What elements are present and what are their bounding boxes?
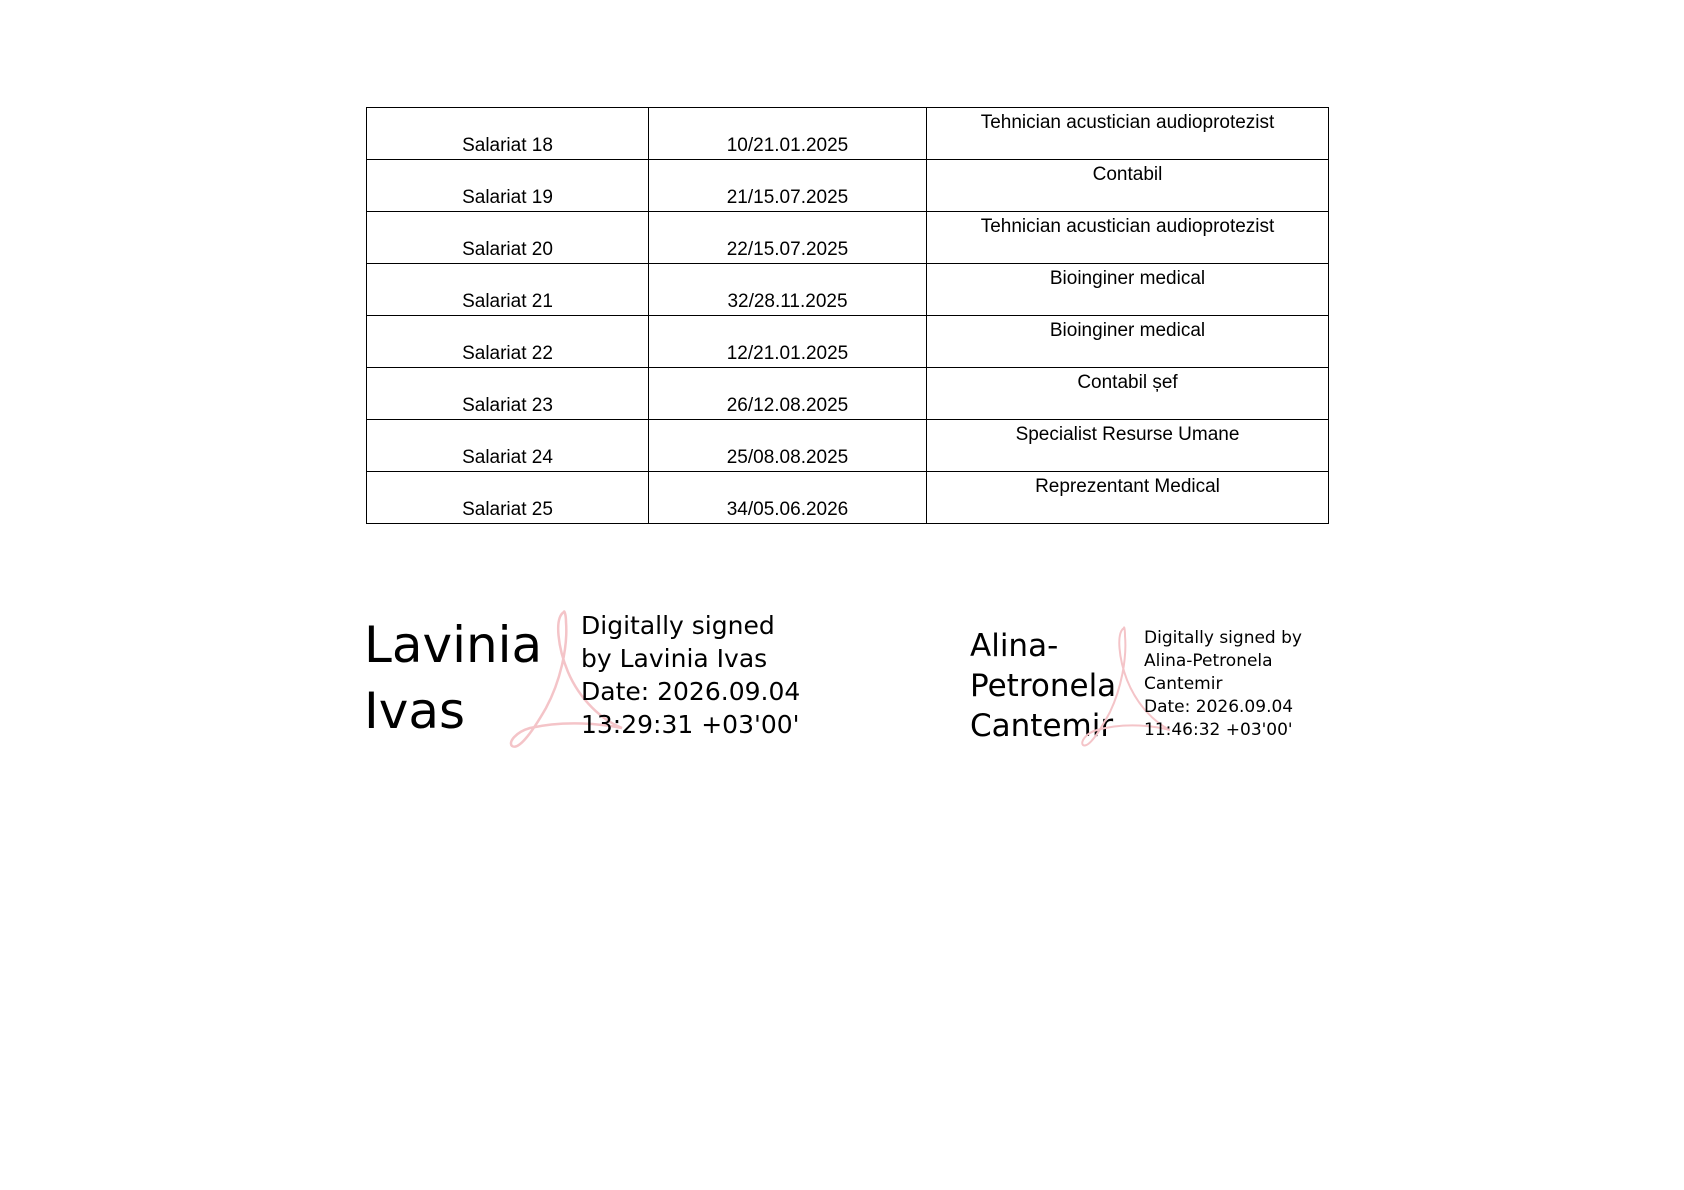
job-position-text: Bioinginer medical [1049,320,1206,341]
signature-detail-line: Digitally signed [581,611,775,640]
table-row [367,368,1329,420]
signature-detail-line: Digitally signed by [1144,628,1302,648]
contract-number-cell [649,212,927,264]
contract-number-cell [649,108,927,160]
job-position-cell [927,264,1329,316]
table-row [367,108,1329,160]
employee-name-text: Salariat 21 [462,291,553,312]
signature-detail-line: Cantemir [1144,674,1223,694]
contract-number-cell [649,420,927,472]
employee-name-text: Salariat 18 [462,135,553,156]
job-position-text: Contabil șef [1077,372,1178,393]
contract-number-text: 25/08.08.2025 [726,447,849,468]
contract-number-text: 21/15.07.2025 [726,187,849,208]
employee-name-text: Salariat 20 [462,239,553,260]
job-position-cell [927,108,1329,160]
digital-signature-alina-petronela-cantemir [968,620,1348,760]
signature-time-line: 13:29:31 +03'00' [581,710,800,739]
signer-name-line: Alina- [970,628,1059,664]
signature-details [581,609,800,741]
employee-name-text: Salariat 24 [462,447,553,468]
table-row [367,212,1329,264]
employee-name-text: Salariat 22 [462,343,553,364]
digital-signature-lavinia-ivas [364,600,804,750]
signature-date-line: Date: 2026.09.04 [1144,697,1294,717]
job-position-cell [927,368,1329,420]
signature-time-line: 11:46:32 +03'00' [1144,720,1293,740]
employees-table [366,107,1329,524]
signature-date-line: Date: 2026.09.04 [581,677,801,706]
contract-number-text: 32/28.11.2025 [727,291,848,312]
employee-name-text: Salariat 23 [462,395,553,416]
job-position-text: Reprezentant Medical [1035,476,1220,497]
employees-table-body [367,108,1329,524]
signer-name-line: Cantemir [970,708,1114,744]
contract-number-text: 22/15.07.2025 [726,239,849,260]
table-row [367,264,1329,316]
employee-name-cell [367,472,649,524]
contract-number-text: 34/05.06.2026 [726,499,849,520]
contract-number-cell [649,368,927,420]
contract-number-text: 10/21.01.2025 [726,135,849,156]
employee-name-cell [367,264,649,316]
employee-name-cell [367,316,649,368]
table-row [367,420,1329,472]
contract-number-cell [649,316,927,368]
job-position-cell [927,472,1329,524]
table-row [367,472,1329,524]
job-position-cell [927,160,1329,212]
contract-number-cell [649,160,927,212]
table-row [367,160,1329,212]
employee-name-cell [367,212,649,264]
job-position-cell [927,212,1329,264]
contract-number-cell [649,472,927,524]
employee-name-cell [367,160,649,212]
job-position-cell [927,316,1329,368]
table-row [367,316,1329,368]
signature-detail-line: Alina-Petronela [1144,651,1273,671]
employee-name-cell [367,420,649,472]
signer-name-line: Ivas [364,682,466,740]
job-position-text: Bioinginer medical [1049,268,1206,289]
job-position-text: Specialist Resurse Umane [1015,424,1240,445]
employee-name-cell [367,108,649,160]
signer-name-line: Lavinia [364,616,543,674]
employee-name-text: Salariat 19 [462,187,553,208]
employee-name-cell [367,368,649,420]
signature-detail-line: by Lavinia Ivas [581,644,768,673]
job-position-text: Tehnician acustician audioprotezist [980,112,1275,133]
contract-number-cell [649,264,927,316]
signature-details [1144,627,1302,742]
contract-number-text: 26/12.08.2025 [726,395,849,416]
job-position-text: Contabil [1092,164,1163,185]
signer-name-line: Petronela [970,668,1117,704]
employee-name-text: Salariat 25 [462,499,553,520]
job-position-cell [927,420,1329,472]
job-position-text: Tehnician acustician audioprotezist [980,216,1275,237]
contract-number-text: 12/21.01.2025 [726,343,849,364]
